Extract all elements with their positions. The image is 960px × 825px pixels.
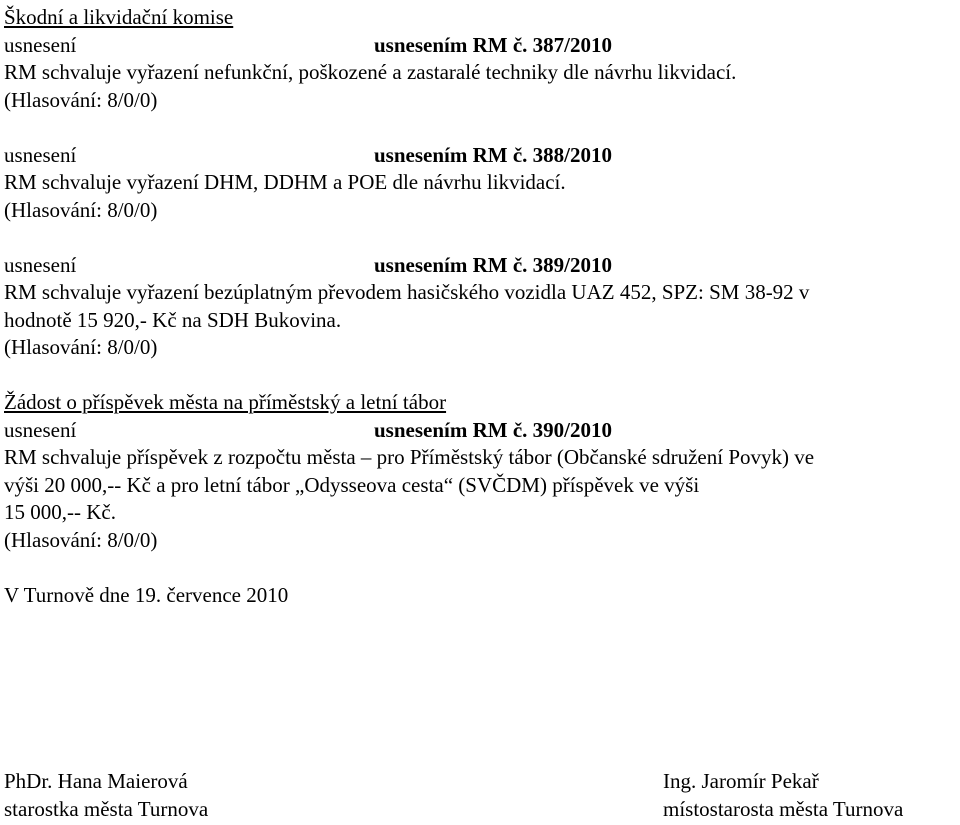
- resolution-label: usnesení: [4, 32, 77, 57]
- resolution-text: hodnotě 15 920,- Kč na SDH Bukovina.: [4, 307, 342, 332]
- resolution-text: RM schvaluje vyřazení DHM, DDHM a POE dle návrhu likvidací.: [4, 170, 566, 194]
- resolution-text: 15 000,-- Kč.: [4, 500, 116, 524]
- signatory-title: starostka města Turnova: [4, 796, 209, 821]
- resolution-label: usnesení: [4, 417, 77, 442]
- signatory-name: PhDr. Hana Maierová: [4, 769, 188, 793]
- signatory-title: místostarosta města Turnova: [663, 796, 904, 821]
- resolution-text: RM schvaluje vyřazení bezúplatným převodem hasičského vozidla UAZ 452, SPZ: SM 38-92 v: [4, 280, 810, 304]
- resolution-number: usnesením RM č. 387/2010: [374, 32, 612, 57]
- resolution-text: RM schvaluje příspěvek z rozpočtu města – pro Příměstský tábor (Občanské sdružení Povyk) ve: [4, 445, 815, 469]
- resolution-number: usnesením RM č. 390/2010: [374, 417, 612, 442]
- resolution-header: [4, 252, 956, 280]
- resolution-number: usnesením RM č. 389/2010: [374, 252, 612, 277]
- date-line: V Turnově dne 19. července 2010: [4, 582, 289, 607]
- resolution-text: RM schvaluje vyřazení nefunkční, poškozené a zastaralé techniky dle návrhu likvidací.: [4, 60, 737, 84]
- spacer: [4, 114, 956, 142]
- spacer: [4, 554, 956, 582]
- section-heading: Žádost o příspěvek města na příměstský a letní tábor: [4, 390, 447, 414]
- spacer: [4, 362, 956, 390]
- spacer: [4, 224, 956, 252]
- section-heading: Škodní a likvidační komise: [4, 5, 234, 29]
- resolution-vote: (Hlasování: 8/0/0): [4, 87, 158, 112]
- resolution-vote: (Hlasování: 8/0/0): [4, 335, 158, 359]
- resolution-vote: (Hlasování: 8/0/0): [4, 197, 158, 222]
- resolution-header: [4, 32, 956, 60]
- resolution-text: výši 20 000,-- Kč a pro letní tábor „Odysseova cesta“ (SVČDM) příspěvek ve výši: [4, 472, 700, 497]
- resolution-vote: (Hlasování: 8/0/0): [4, 527, 158, 552]
- signatory-name: Ing. Jaromír Pekař: [663, 769, 819, 793]
- document-body: [4, 4, 956, 609]
- resolution-label: usnesení: [4, 142, 77, 167]
- resolution-label: usnesení: [4, 252, 77, 277]
- resolution-number: usnesením RM č. 388/2010: [374, 142, 612, 167]
- resolution-header: [4, 142, 956, 170]
- signature-right: [663, 768, 903, 823]
- resolution-header: [4, 417, 956, 445]
- signature-left: [4, 768, 208, 823]
